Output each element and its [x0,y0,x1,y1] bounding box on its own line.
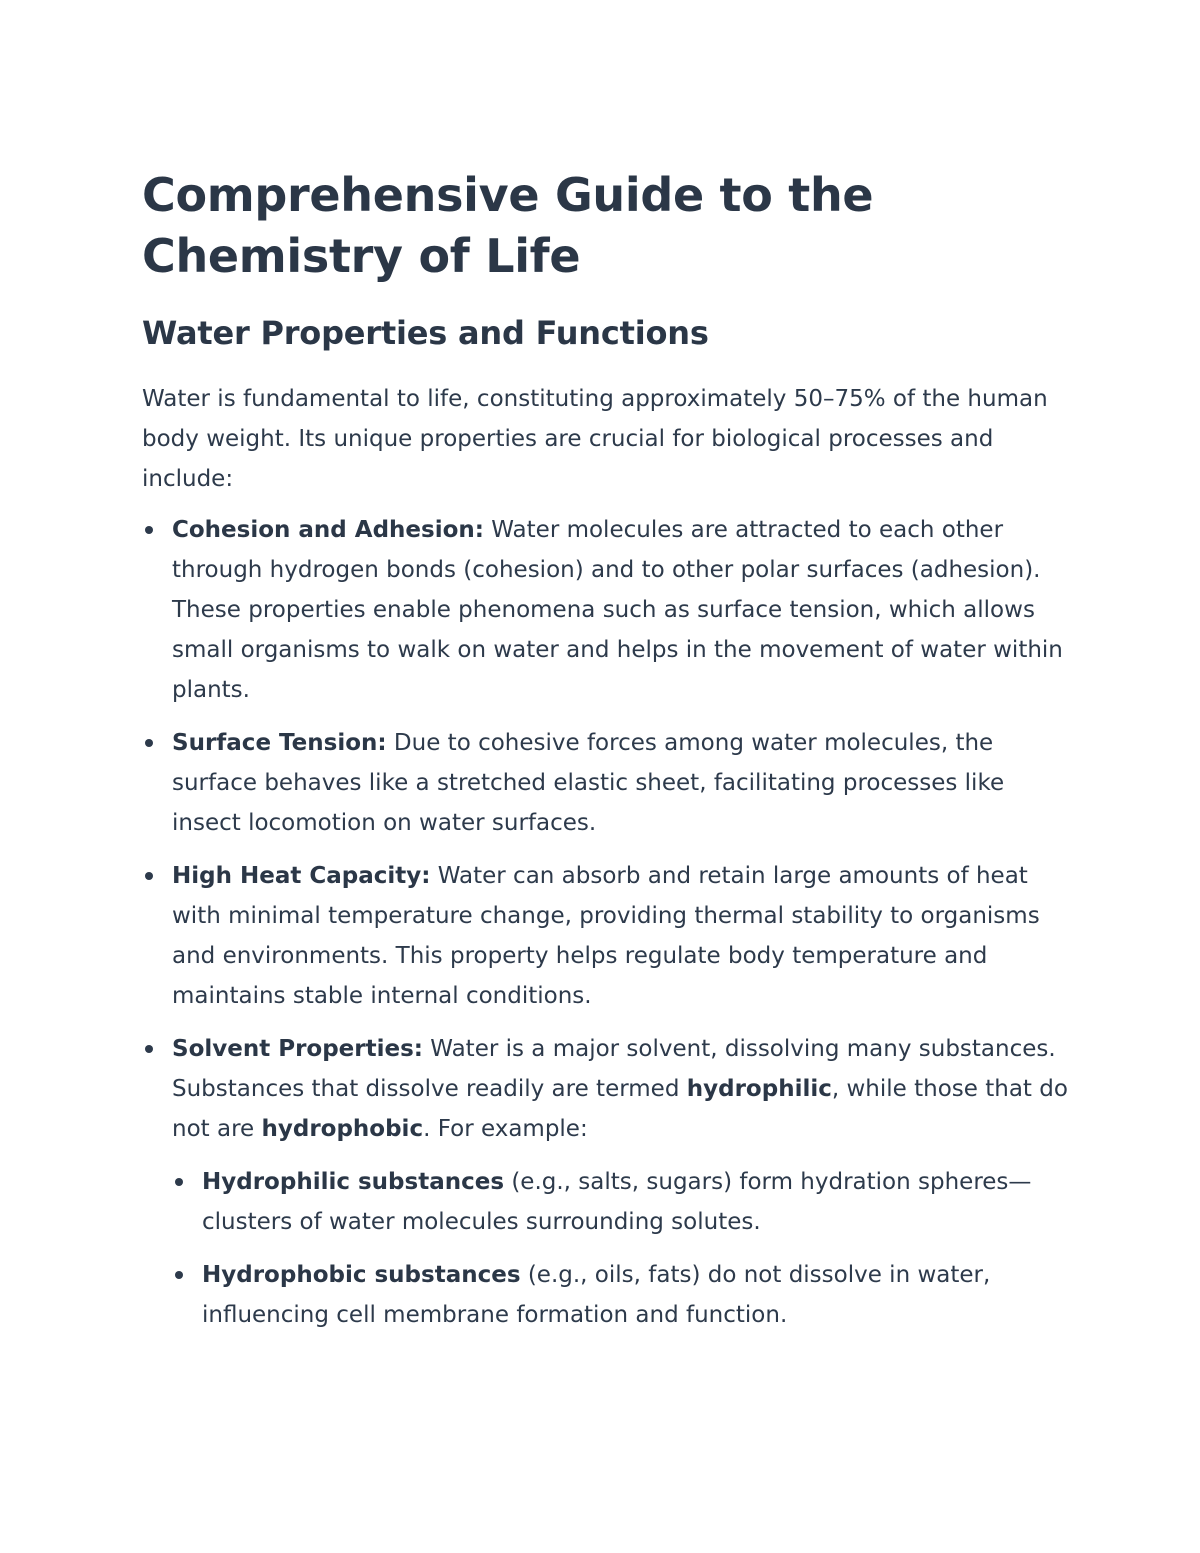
term-description: , while those that do not are [172,1076,1068,1142]
term-label: Solvent Properties: [172,1036,423,1062]
term-label: High Heat Capacity: [172,863,431,889]
term-description: Water molecules are attracted to each other through hydrogen bonds (cohesion) and to other polar surfaces (adhesion). These properties enable phenomena such as surface tension, which allows small organisms to walk on water and helps in the movement of water within plants. [172,517,1063,703]
term-label: Cohesion and Adhesion: [172,517,484,543]
term-label: Hydrophilic substances [202,1169,505,1195]
bold-term-hydrophobic: hydrophobic [261,1116,424,1142]
document-title: Comprehensive Guide to the Chemistry of Life [142,168,874,283]
sub-item-hydrophobic [202,1255,1072,1335]
document-page [142,165,1072,1348]
term-description: Water is a major solvent, dissolving many substances. Substances that dissolve readily are termed [172,1036,1056,1102]
term-description: Due to cohesive forces among water molecules, the surface behaves like a stretched elastic sheet, facilitating processes like insect locomotion on water surfaces. [172,730,1005,836]
section-heading: Water Properties and Functions [142,314,709,352]
term-description: (e.g., salts, sugars) form hydration spheres—clusters of water molecules surrounding solutes. [202,1169,1032,1235]
bold-term-hydrophilic: hydrophilic [686,1076,832,1102]
term-description: . For example: [423,1116,588,1142]
term-label: Hydrophobic substances [202,1262,521,1288]
term-description: Water can absorb and retain large amounts of heat with minimal temperature change, providing thermal stability to organisms and environments. This property helps regulate body temperature and maintains stable internal conditions. [172,863,1040,1009]
list-item-solvent-properties [172,1029,1072,1335]
intro-paragraph: Water is fundamental to life, constituting approximately 50–75% of the human body weight. Its unique properties are crucial for biological processes and include: [142,386,1048,492]
examples-list [172,1162,1072,1335]
properties-list [142,510,1072,1335]
term-description: (e.g., oils, fats) do not dissolve in water, influencing cell membrane formation and function. [202,1262,991,1328]
list-item-heat-capacity [172,856,1072,1016]
list-item-surface-tension [172,723,1072,843]
list-item-cohesion-adhesion [172,510,1072,710]
term-label: Surface Tension: [172,730,387,756]
sub-item-hydrophilic [202,1162,1072,1242]
